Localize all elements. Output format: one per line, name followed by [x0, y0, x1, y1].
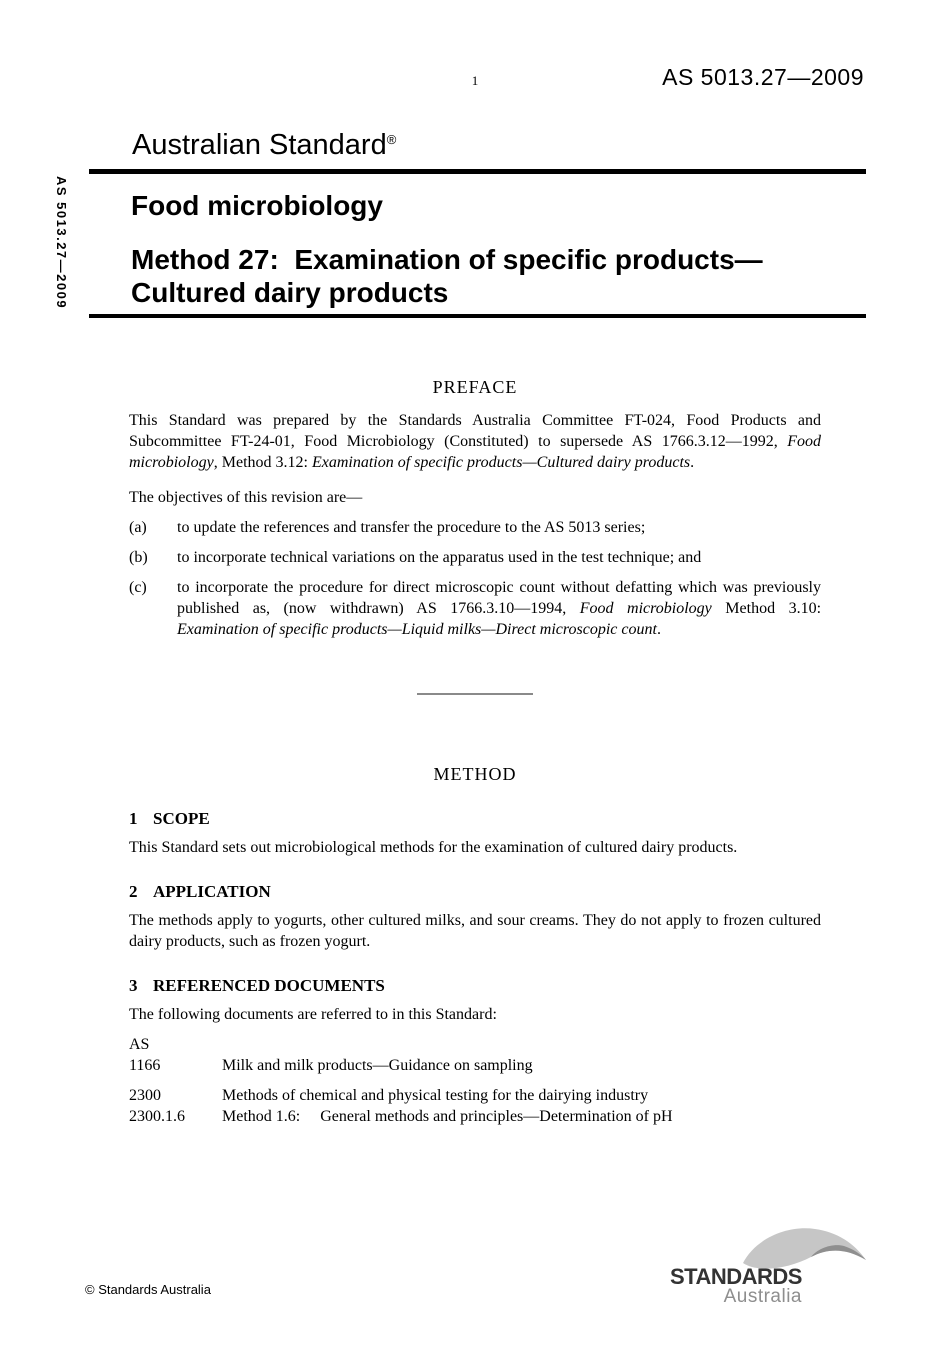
- standard-code-header: AS 5013.27—2009: [662, 64, 864, 90]
- copyright-notice: © Standards Australia: [85, 1282, 211, 1297]
- referenced-documents-list: [129, 1034, 821, 1127]
- logo-wordmark-standards: STANDARDS: [670, 1264, 802, 1289]
- reference-title: Milk and milk products—Guidance on sampling: [222, 1057, 533, 1074]
- objective-item-a-text: to update the references and transfer the procedure to the AS 5013 series;: [177, 519, 646, 536]
- section-3-number: 3: [129, 976, 138, 995]
- title-rule-bottom: [89, 314, 866, 318]
- section-1-heading: [129, 808, 821, 829]
- document-body: [129, 376, 821, 1127]
- objective-item-c: [129, 577, 821, 640]
- section-2-title: APPLICATION: [153, 882, 271, 901]
- objective-item-c-run: Method 3.10:: [711, 600, 822, 617]
- objective-item-b-text: to incorporate technical variations on the apparatus used in the test technique; and: [177, 549, 702, 566]
- objective-item-b: [129, 547, 821, 568]
- preface-paragraph: [129, 410, 821, 473]
- reference-group: [129, 1085, 821, 1127]
- section-1-body: This Standard sets out microbiological methods for the examination of cultured dairy products.: [129, 839, 738, 856]
- method-heading: METHOD: [433, 764, 517, 784]
- preface-run: This Standard was prepared by the Standards Australia Committee FT-024, Food Products and Subcommittee FT-24-01, Food Microbiology (Constituted) to supersede AS 1766.3.12—1992,: [129, 412, 821, 450]
- document-title-line-3: Cultured dairy products: [131, 277, 449, 308]
- section-divider: [417, 693, 533, 695]
- section-3-title: REFERENCED DOCUMENTS: [153, 976, 385, 995]
- reference-row: [129, 1055, 821, 1076]
- section-3-heading: [129, 975, 821, 996]
- objective-item-c-run: to incorporate the procedure for direct microscopic count without defatting which was previously published as, (now withdrawn) AS 1766.3.10—1994,: [177, 579, 821, 617]
- page-number: 1: [471, 73, 479, 88]
- document-title-line-1: Food microbiology: [131, 190, 383, 221]
- objective-item-c-label: (c): [129, 579, 147, 596]
- standard-code-sidebar: AS 5013.27—2009: [54, 176, 69, 310]
- objective-item-b-label: (b): [129, 549, 148, 566]
- section-1-number: 1: [129, 809, 138, 828]
- objective-item-c-run-italic: Food microbiology: [579, 600, 712, 617]
- section-1-title: SCOPE: [153, 809, 210, 828]
- section-2-body: The methods apply to yogurts, other cultured milks, and sour creams. They do not apply to frozen cultured dairy products, such as frozen yogurt.: [129, 912, 821, 950]
- preface-run-italic: Examination of specific products—Cultured dairy products: [311, 454, 691, 471]
- objectives-intro: The objectives of this revision are—: [129, 489, 363, 506]
- preface-run: .: [690, 454, 695, 471]
- title-rule-top: [89, 169, 866, 174]
- registered-trademark-symbol: ®: [386, 132, 397, 147]
- reference-row: [129, 1106, 821, 1127]
- reference-number: 2300.1.6: [129, 1108, 185, 1125]
- brand-title: [132, 123, 396, 162]
- document-title-line-2: Method 27: Examination of specific products—: [131, 244, 763, 275]
- objective-item-c-run: .: [656, 621, 661, 638]
- section-2-number: 2: [129, 882, 138, 901]
- preface-heading: PREFACE: [432, 377, 518, 397]
- preface-run-italic: Food microbiology: [129, 433, 821, 471]
- brand-title-text: Australian Standard: [132, 129, 387, 161]
- reference-number: 1166: [129, 1057, 161, 1074]
- objective-item-c-text: [177, 579, 821, 638]
- objective-item-a: [129, 517, 821, 538]
- document-title: [131, 189, 763, 309]
- logo-wordmark-australia: Australia: [723, 1286, 802, 1307]
- objective-item-c-run-italic: Examination of specific products—Liquid milks—Direct microscopic count: [177, 621, 657, 638]
- objective-item-a-label: (a): [129, 519, 147, 536]
- reference-series-label: AS: [129, 1036, 150, 1053]
- reference-number: 2300: [129, 1087, 161, 1104]
- section-3-body: The following documents are referred to in this Standard:: [129, 1006, 497, 1023]
- section-2-heading: [129, 881, 821, 902]
- reference-title: Methods of chemical and physical testing for the dairying industry: [222, 1087, 649, 1104]
- reference-row: [129, 1085, 821, 1106]
- reference-title: Method 1.6: General methods and principles—Determination of pH: [222, 1108, 673, 1125]
- standards-australia-logo: [662, 1222, 870, 1317]
- preface-run: , Method 3.12:: [213, 454, 312, 471]
